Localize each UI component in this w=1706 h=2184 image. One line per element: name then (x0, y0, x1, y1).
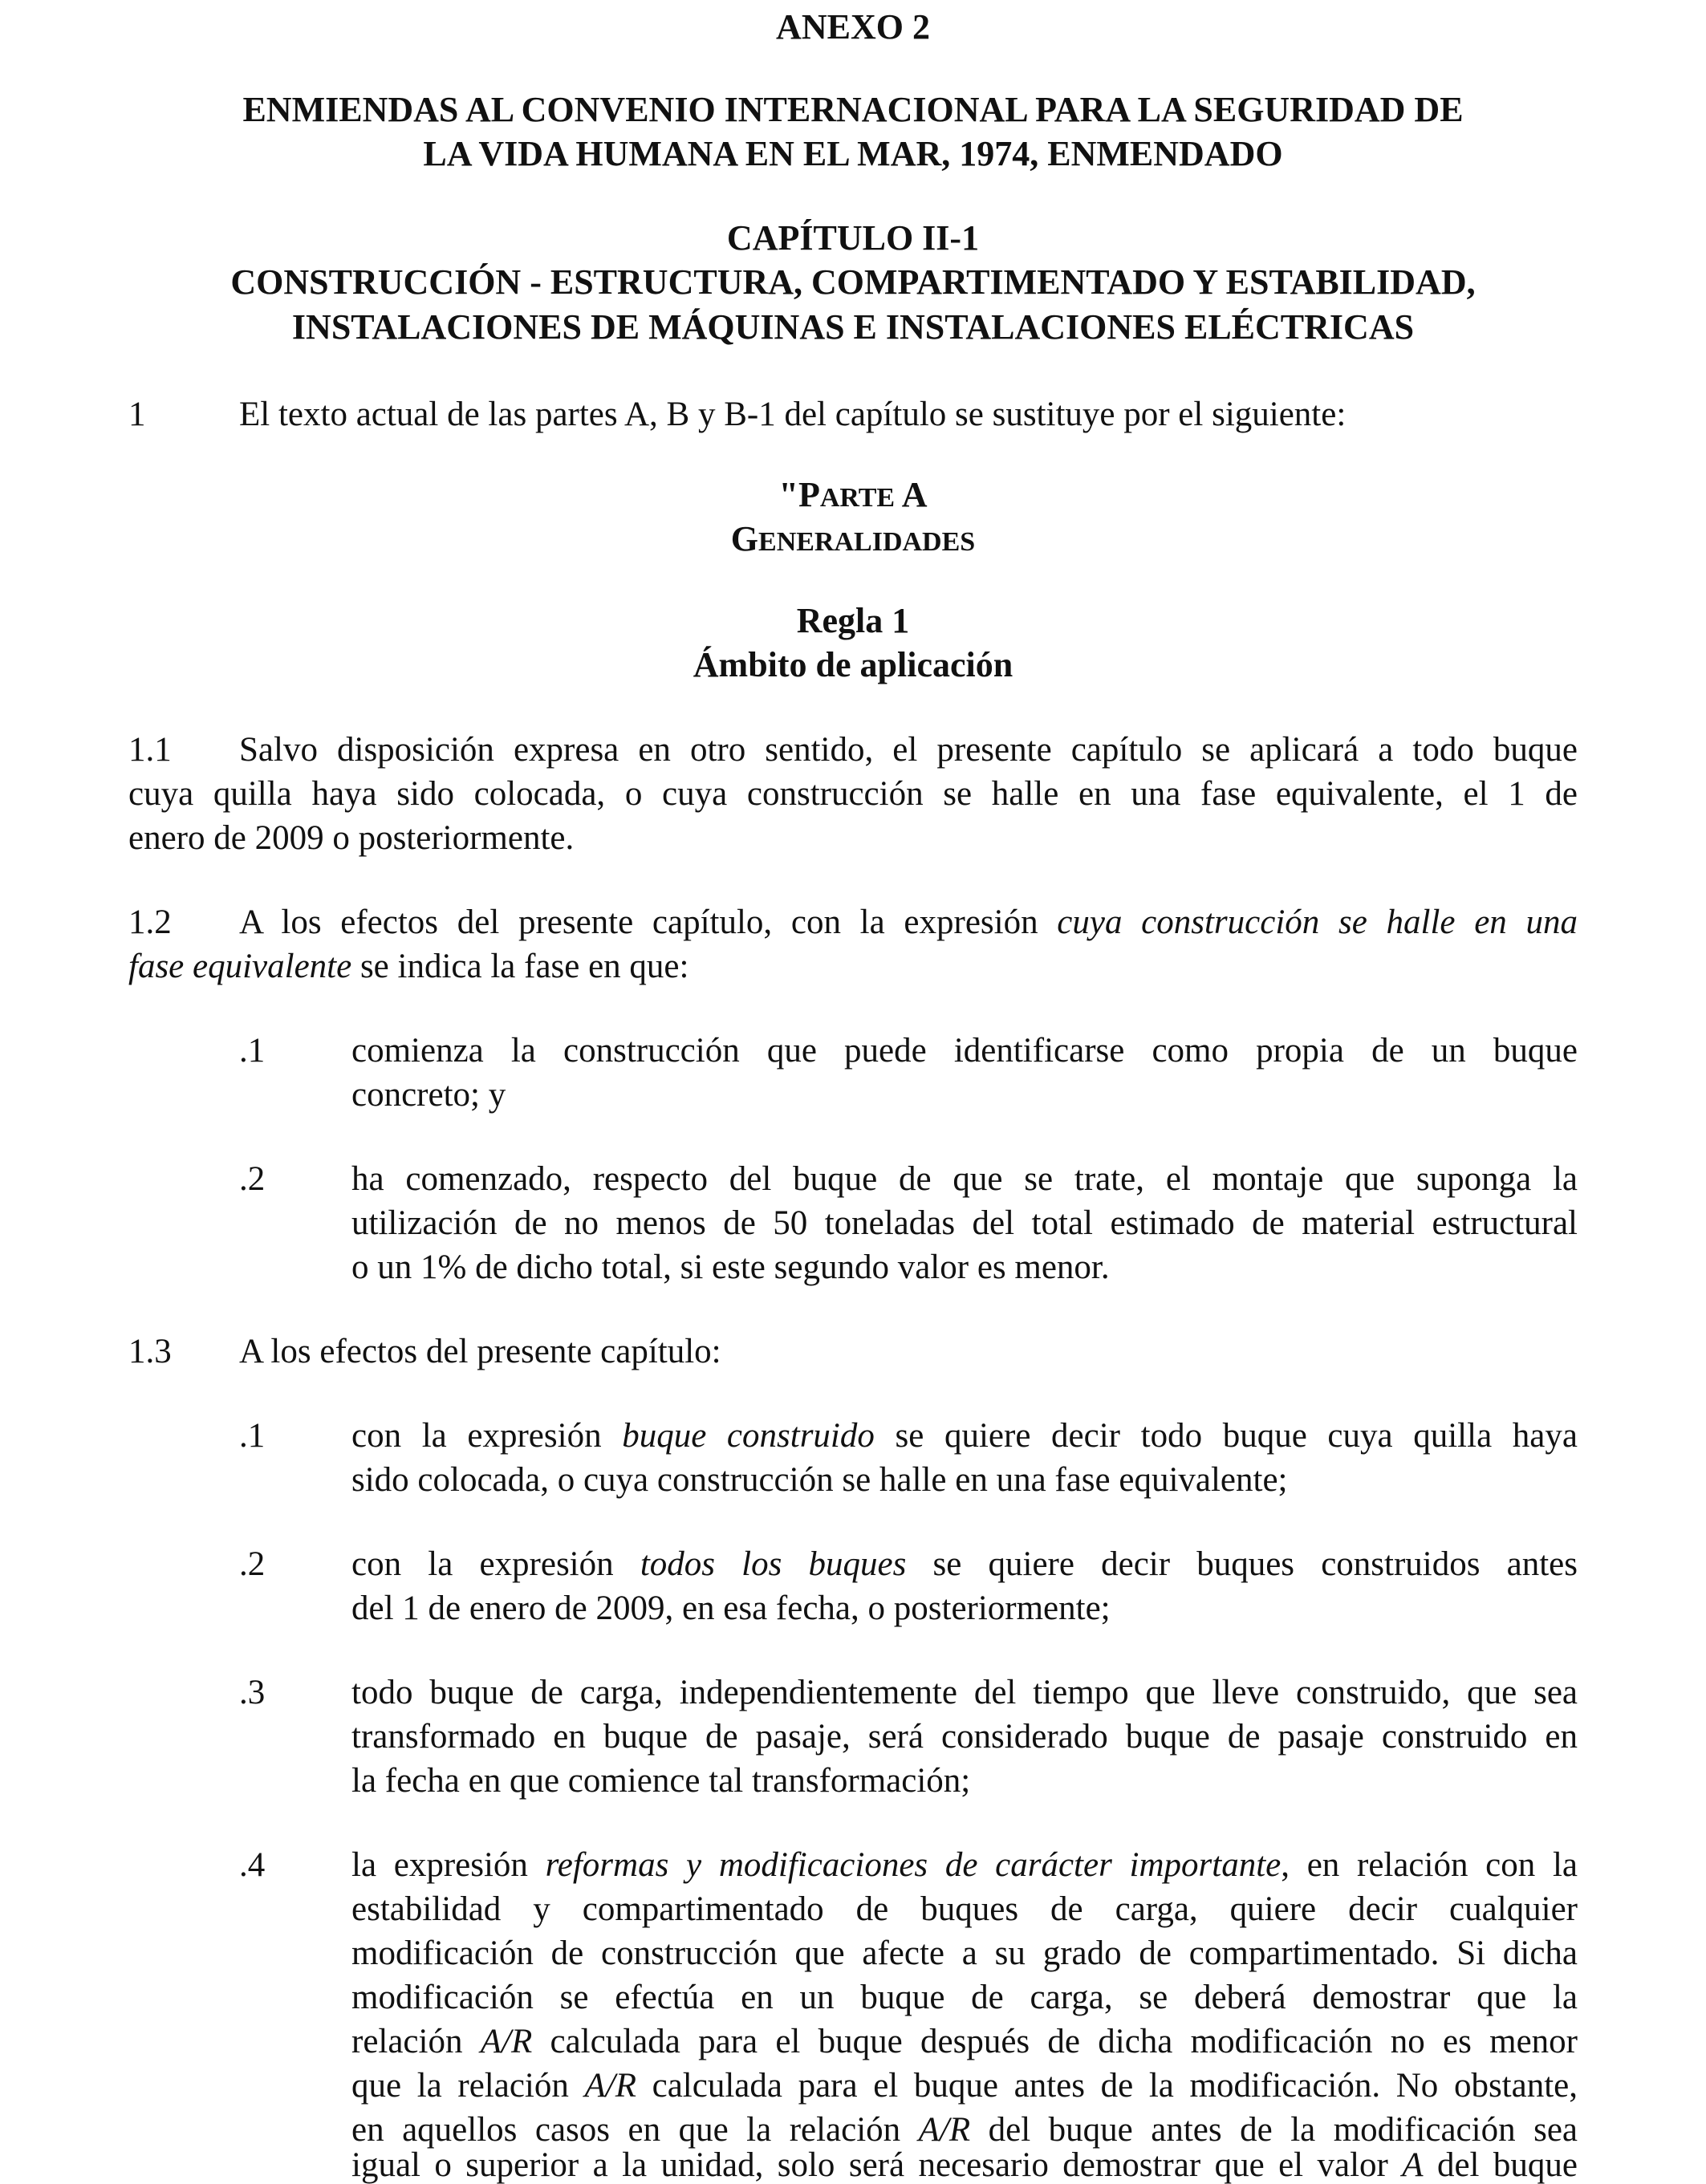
item-1-3-1-label: .1 (239, 1417, 266, 1455)
item-1-3-4-line-1: la expresión reformas y modificaciones de carácter importante, en relación con la (351, 1846, 1578, 1884)
paragraph-number-1-1: 1.1 (128, 731, 172, 769)
item-1-3-4-line-6: que la relación A/R calculada para el buque antes de la modificación. No obstante, (351, 2067, 1578, 2105)
paragraph-1-2-line-1: A los efectos del presente capítulo, con la expresión cuya construcción se halle en una (239, 903, 1578, 941)
item-1-3-4-line-8: igual o superior a la unidad, solo será necesario demostrar que el valor A del buque (351, 2146, 1578, 2184)
part-subheading: GENERALIDADES (730, 519, 976, 558)
amendments-title-line-2: LA VIDA HUMANA EN EL MAR, 1974, ENMENDADO (423, 134, 1283, 173)
item-1-3-3-line-2: transformado en buque de pasaje, será considerado buque de pasaje construido en (351, 1718, 1578, 1756)
intro-text: El texto actual de las partes A, B y B-1 del capítulo se sustituye por el siguiente: (239, 396, 1347, 433)
item-1-2-2-line-3: o un 1% de dicho total, si este segundo valor es menor. (351, 1248, 1110, 1286)
intro-number: 1 (128, 396, 146, 433)
paragraph-1-1-line-1: Salvo disposición expresa en otro sentido, el presente capítulo se aplicará a todo buque (239, 731, 1578, 769)
paragraph-1-2-line-2: fase equivalente se indica la fase en que: (128, 948, 689, 985)
item-1-3-4-line-4: modificación se efectúa en un buque de carga, se deberá demostrar que la (351, 1979, 1578, 2016)
amendments-title-line-1: ENMIENDAS AL CONVENIO INTERNACIONAL PARA LA SEGURIDAD DE (242, 90, 1464, 129)
item-1-2-1-line-1: comienza la construcción que puede identificarse como propia de un buque (351, 1032, 1578, 1070)
item-1-3-2-label: .2 (239, 1545, 266, 1583)
paragraph-1-3-text: A los efectos del presente capítulo: (239, 1333, 721, 1370)
paragraph-number-1-2: 1.2 (128, 903, 172, 941)
rule-subtitle: Ámbito de aplicación (693, 645, 1013, 684)
item-1-2-2-line-1: ha comenzado, respecto del buque de que se trate, el montaje que suponga la (351, 1160, 1578, 1198)
rule-title: Regla 1 (796, 601, 910, 640)
paragraph-1-1-line-2: cuya quilla haya sido colocada, o cuya construcción se halle en una fase equivalente, el 1 de (128, 775, 1578, 813)
item-1-3-1-line-2: sido colocada, o cuya construcción se halle en una fase equivalente; (351, 1461, 1288, 1499)
item-1-3-3-line-1: todo buque de carga, independientemente del tiempo que lleve construido, que sea (351, 1674, 1578, 1711)
item-1-2-2-line-2: utilización de no menos de 50 toneladas del total estimado de material estructural (351, 1204, 1578, 1242)
item-1-3-2-line-1: con la expresión todos los buques se quiere decir buques construidos antes (351, 1545, 1578, 1583)
item-1-2-1-line-2: concreto; y (351, 1076, 506, 1114)
item-1-3-4-line-2: estabilidad y compartimentado de buques de carga, quiere decir cualquier (351, 1890, 1578, 1928)
paragraph-number-1-3: 1.3 (128, 1333, 172, 1370)
item-1-3-3-line-3: la fecha en que comience tal transformación; (351, 1762, 971, 1800)
item-1-3-2-line-2: del 1 de enero de 2009, en esa fecha, o posteriormente; (351, 1589, 1111, 1627)
item-1-3-4-label: .4 (239, 1846, 266, 1884)
chapter-title-line-2: INSTALACIONES DE MÁQUINAS E INSTALACIONES ELÉCTRICAS (291, 307, 1415, 347)
paragraph-1-1-line-3: enero de 2009 o posteriormente. (128, 819, 575, 857)
chapter-heading: CAPÍTULO II-1 (726, 218, 980, 258)
item-1-3-4-line-7: en aquellos casos en que la relación A/R del buque antes de la modificación sea (351, 2111, 1578, 2149)
part-heading: "PARTE A (778, 475, 928, 514)
item-1-3-4-line-5: relación A/R calculada para el buque después de dicha modificación no es menor (351, 2023, 1578, 2060)
item-1-3-3-label: .3 (239, 1674, 266, 1711)
item-1-2-2-label: .2 (239, 1160, 266, 1198)
item-1-3-1-line-1: con la expresión buque construido se quiere decir todo buque cuya quilla haya (351, 1417, 1578, 1455)
item-1-3-4-line-3: modificación de construcción que afecte a su grado de compartimentado. Si dicha (351, 1934, 1578, 1972)
annex-title: ANEXO 2 (776, 7, 930, 47)
item-1-2-1-label: .1 (239, 1032, 266, 1070)
chapter-title-line-1: CONSTRUCCIÓN - ESTRUCTURA, COMPARTIMENTADO Y ESTABILIDAD, (230, 262, 1476, 302)
